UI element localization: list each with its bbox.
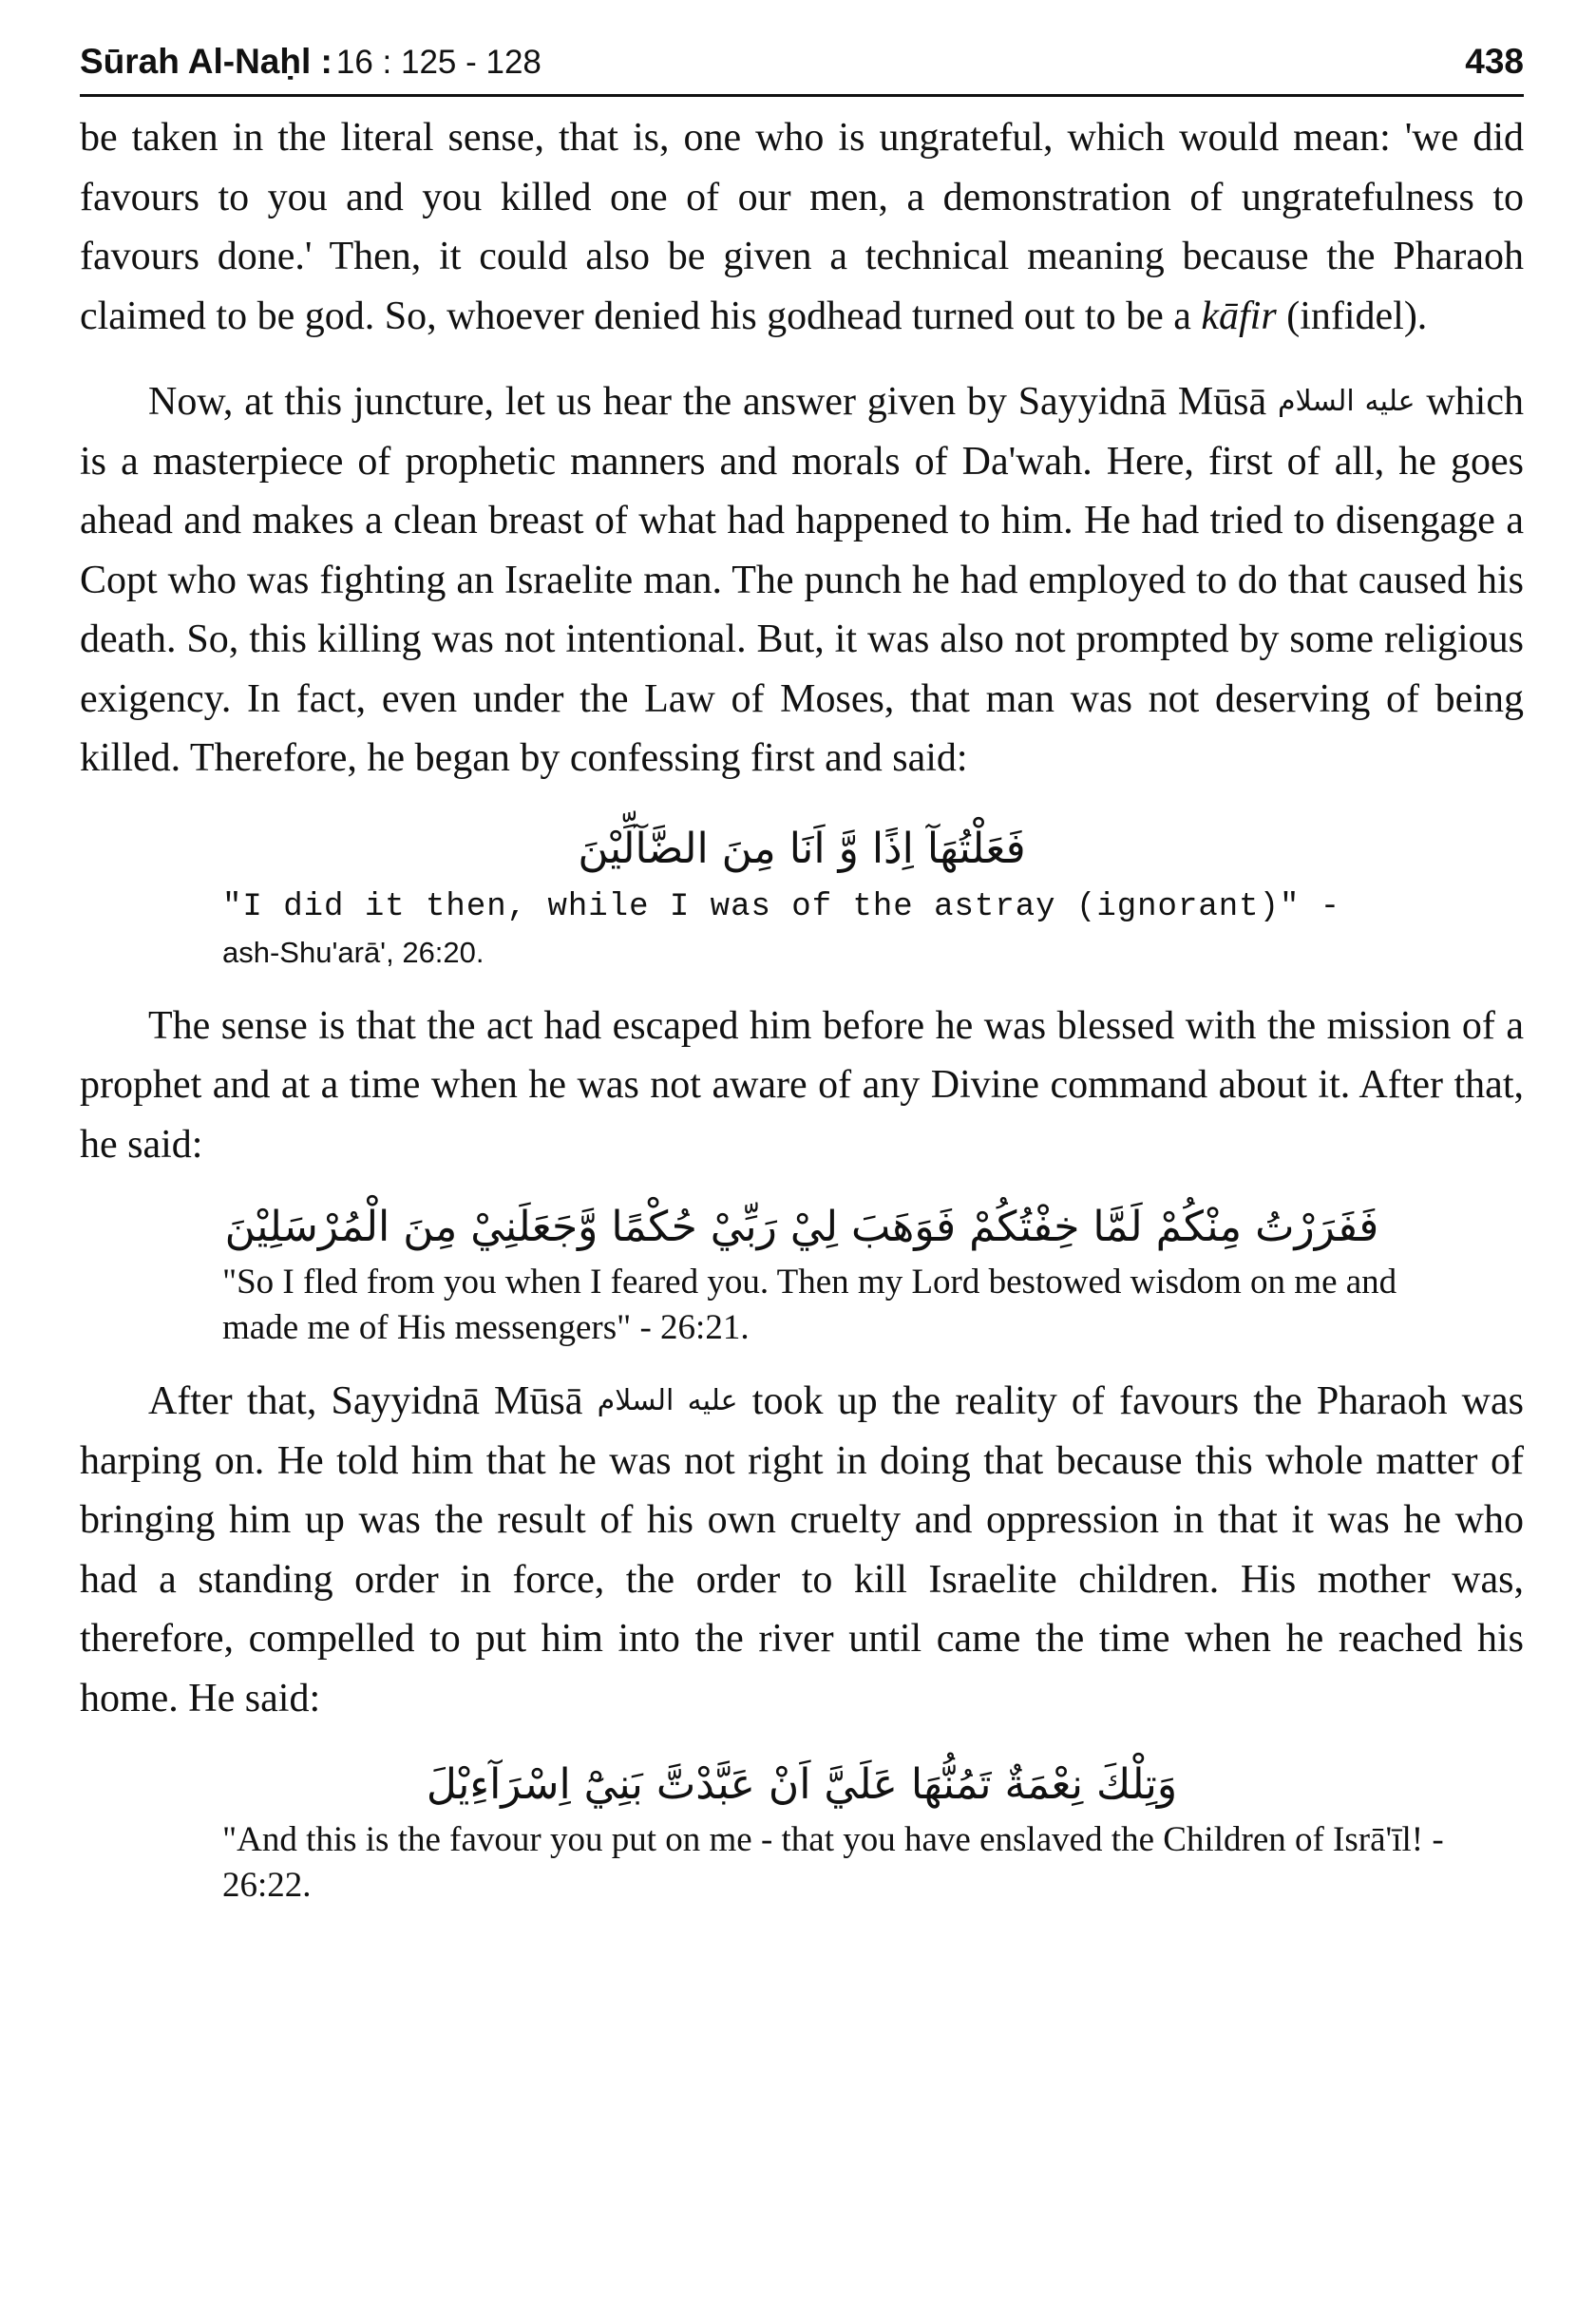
verse-2-translation: "So I fled from you when I feared you. Then my Lord bestowed wisdom on me and made me of His messengers" - 26:21. [222, 1263, 1397, 1347]
verse-3-translation: "And this is the favour you put on me - that you have enslaved the Children of Isrā'īl! - 26:22. [222, 1820, 1444, 1905]
arabic-verse-2: فَفَرَرْتُ مِنْكُمْ لَمَّا خِفْتُكُمْ فَوَهَبَ لِيْ رَبِّيْ حُكْمًا وَّجَعَلَنِيْ مِنَ الْمُرْسَلِيْنَ [224, 1203, 1379, 1251]
header-left [80, 42, 542, 82]
honorific-glyph: عليه السلام [1277, 385, 1416, 418]
surah-title: Sūrah Al-Naḥl : [80, 42, 332, 81]
paragraph-2-rest: which is a masterpiece of prophetic manners and morals of Da'wah. Here, first of all, he goes ahead and makes a clean breast of what had happened to him. He had tried to disengage a Copt who was fighting an Israelite man. The punch he had employed to do that caused his death. So, this killing was not intentional. But, it was also not prompted by some religious exigency. In fact, even under the Law of Moses, that man was not deserving of being killed. Therefore, he began by confessing first and said: [80, 380, 1524, 780]
arabic-verse-3: وَتِلْكَ نِعْمَةٌ تَمُنُّهَا عَلَيَّ اَنْ عَبَّدْتَّ بَنِيْٓ اِسْرَآءِيْلَ [426, 1760, 1178, 1809]
verse-1-translation-block [222, 882, 1457, 976]
paragraph-4-rest: took up the reality of favours the Pharaoh was harping on. He told him that he was not right in doing that because this whole matter of bringing him up was the result of his own cruelty and oppression in that it was he who had a standing order in force, the order to kill Israelite children. His mother was, therefore, compelled to put him into the river until came the time when he reached his home. He said: [80, 1379, 1524, 1720]
kafir-term: kāfir [1201, 294, 1277, 338]
honorific-glyph-2: عليه السلام [597, 1384, 738, 1417]
paragraph-1 [80, 108, 1524, 346]
page-number: 438 [1465, 42, 1524, 81]
verse-range: 16 : 125 - 128 [335, 44, 542, 81]
arabic-verse-1: فَعَلْتُهَآ اِذًا وَّ اَنَا مِنَ الضَّآلِّيْنَ [578, 824, 1026, 873]
paragraph-2-start: Now, at this juncture, let us hear the answer given by Sayyidnā Mūsā [148, 380, 1278, 424]
paragraph-4-start: After that, Sayyidnā Mūsā [148, 1379, 598, 1423]
verse-1-translation: "I did it then, while I was of the astray (ignorant)" - [222, 888, 1341, 925]
paragraph-1-text: be taken in the literal sense, that is, one who is ungrateful, which would mean: 'we did favours to you and you killed one of our men, a demonstration of ungratefulness to favours done.' Then, it could also be given a technical meaning because the Pharaoh claimed to be god. So, whoever denied his godhead turned out to be a [80, 116, 1524, 338]
verse-1-source: ash-Shu'arā', 26:20. [222, 935, 484, 969]
paragraph-4 [80, 1372, 1524, 1728]
paragraph-1-end: (infidel). [1276, 294, 1428, 338]
book-page [80, 42, 1524, 1909]
running-header [80, 42, 1524, 97]
paragraph-2 [80, 372, 1524, 788]
paragraph-3: The sense is that the act had escaped him before he was blessed with the mission of a prophet and at a time when he was not aware of any Divine command about it. After that, he said: [80, 1003, 1524, 1167]
